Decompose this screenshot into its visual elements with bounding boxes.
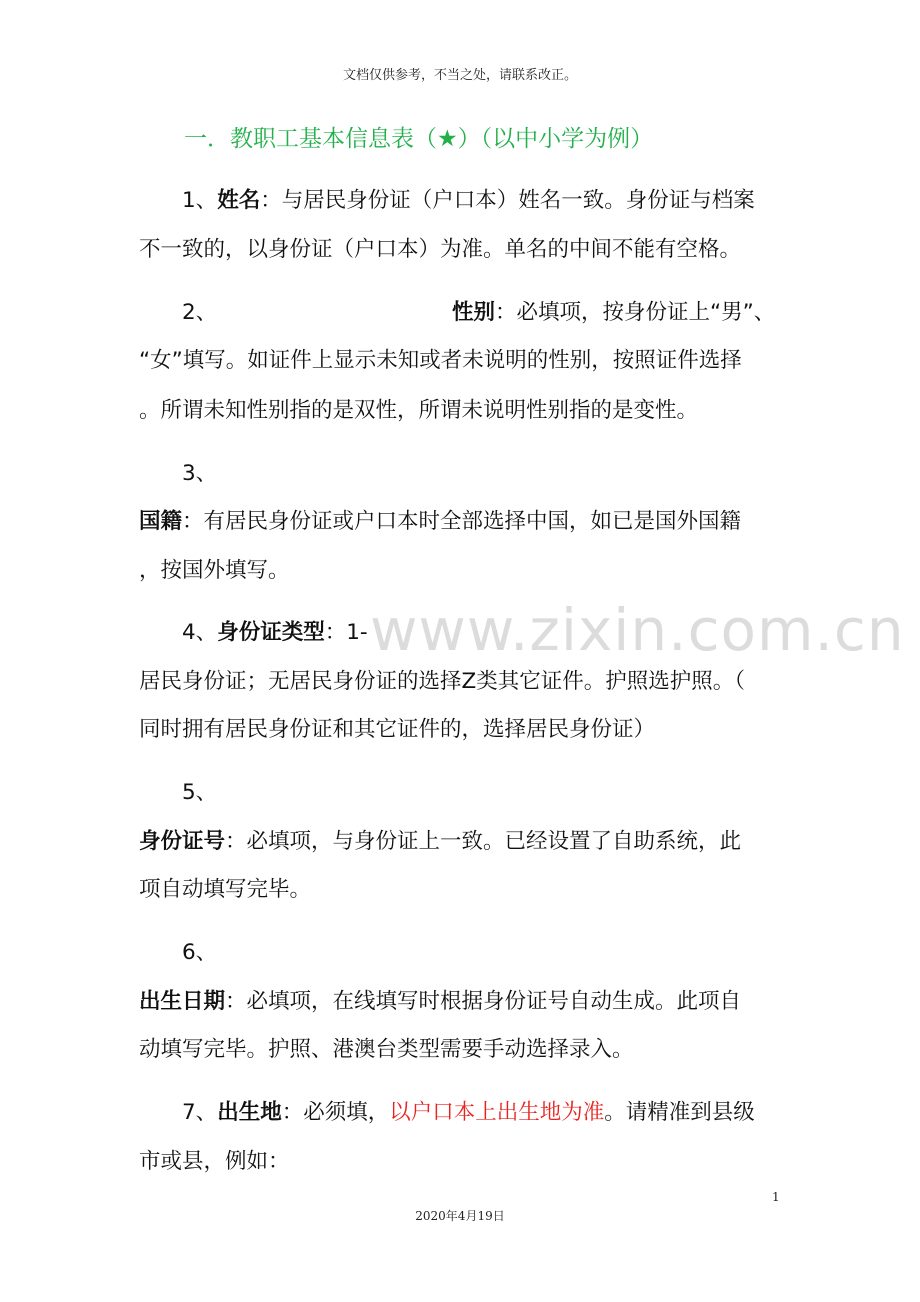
item1-label: 姓名 <box>217 188 261 213</box>
item6-label: 出生日期 <box>139 989 226 1014</box>
item5-text: ：必填项，与身份证上一致。已经设置了自助系统，此 <box>225 829 742 854</box>
page-number: 1 <box>772 1190 780 1204</box>
item4-line1 <box>182 617 368 649</box>
item3-line3: ，按国外填写。 <box>139 558 290 583</box>
item3-text: ：有居民身份证或户口本时全部选择中国，如已是国外国籍 <box>182 509 742 534</box>
item1-line2: 不一致的，以身份证（户口本）为准。单名的中间不能有空格。 <box>139 237 742 262</box>
item6-line3: 动填写完毕。护照、港澳台类型需要手动选择录入。 <box>139 1037 634 1062</box>
item5-line3: 项自动填写完毕。 <box>139 877 312 902</box>
item5-line2 <box>139 826 741 858</box>
item4-text: ：1- <box>324 620 368 645</box>
item3-line2 <box>139 506 741 538</box>
item4-line3: 同时拥有居民身份证和其它证件的，选择居民身份证） <box>139 717 656 742</box>
item3-label: 国籍 <box>139 509 183 534</box>
watermark: www.zixin.com.cn <box>370 596 905 664</box>
header-note: 文档仅供参考，不当之处，请联系改正。 <box>342 68 577 83</box>
item1-number: 1、 <box>182 188 218 213</box>
item1-text: ：与居民身份证（户口本）姓名一致。身份证与档案 <box>260 188 755 213</box>
item7-highlight: 以户口本上出生地为准 <box>389 1100 605 1125</box>
item5-label: 身份证号 <box>139 829 226 854</box>
item4-line2: 居民身份证；无居民身份证的选择Z类其它证件。护照选护照。（ <box>139 669 745 694</box>
item3-number: 3、 <box>182 461 218 486</box>
item2-label: 性别 <box>452 300 496 325</box>
item7-label: 出生地 <box>217 1100 282 1125</box>
item1-line1 <box>182 185 755 217</box>
item6-line2 <box>139 986 741 1018</box>
section-title: 一．教职工基本信息表（★）（以中小学为例） <box>184 126 654 152</box>
item2-line2: “女”填写。如证件上显示未知或者未说明的性别，按照证件选择 <box>139 348 742 373</box>
item7-line2: 市或县，例如： <box>139 1149 290 1174</box>
item6-number: 6、 <box>182 940 218 965</box>
item2-number: 2、 <box>182 300 218 325</box>
item7-text: ：必须填， <box>281 1100 390 1125</box>
item2-line1 <box>452 297 775 329</box>
item7-text-end: 。请精准到县级 <box>604 1100 755 1125</box>
item5-number: 5、 <box>182 780 218 805</box>
item7-number: 7、 <box>182 1100 218 1125</box>
item4-label: 身份证类型 <box>217 620 325 645</box>
item2-line3: 。所谓未知性别指的是双性，所谓未说明性别指的是变性。 <box>139 398 699 423</box>
item6-text: ：必填项，在线填写时根据身份证号自动生成。此项自 <box>225 989 742 1014</box>
item7-line1 <box>182 1097 755 1129</box>
item4-number: 4、 <box>182 620 218 645</box>
footer-date: 2020年4月19日 <box>415 1209 505 1223</box>
item2-text: ：必填项，按身份证上“男”、 <box>495 300 776 325</box>
